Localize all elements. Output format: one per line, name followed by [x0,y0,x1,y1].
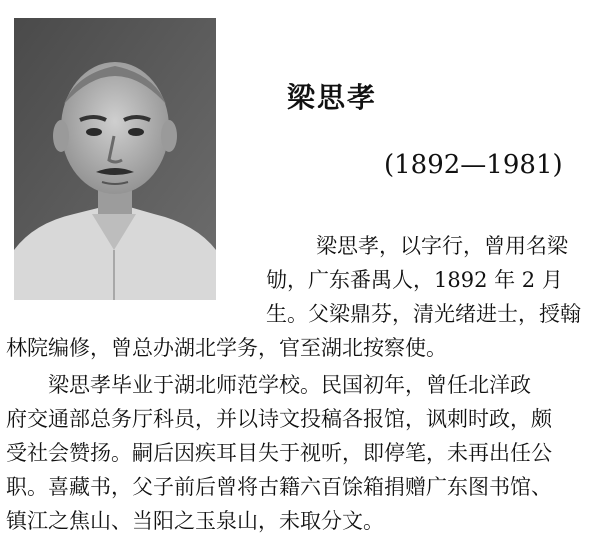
bio-line: 林院编修，曾总办湖北学务，官至湖北按察使。 [6,336,447,360]
bio-line: 梁思孝毕业于湖北师范学校。民国初年，曾任北洋政 [48,373,531,397]
life-years: (1892—1981) [384,150,563,180]
portrait-photo [14,18,216,300]
bio-line: 府交通部总务厅科员，并以诗文投稿各报馆，讽刺时政，颇 [6,407,552,431]
bio-line: 劬，广东番禺人，1892 年 2 月 [266,268,563,292]
bio-line: 生。父梁鼎芬，清光绪进士，授翰 [266,302,581,326]
portrait-illustration [14,18,216,300]
bio-line: 职。喜藏书，父子前后曾将古籍六百馀箱捐赠广东图书馆、 [6,475,552,499]
bio-line: 梁思孝，以字行，曾用名梁 [316,234,568,258]
bio-line: 镇江之焦山、当阳之玉泉山，未取分文。 [6,509,384,533]
person-name: 梁思孝 [287,81,378,114]
bio-line: 受社会赞扬。嗣后因疾耳目失于视听，即停笔，未再出任公 [6,441,552,465]
